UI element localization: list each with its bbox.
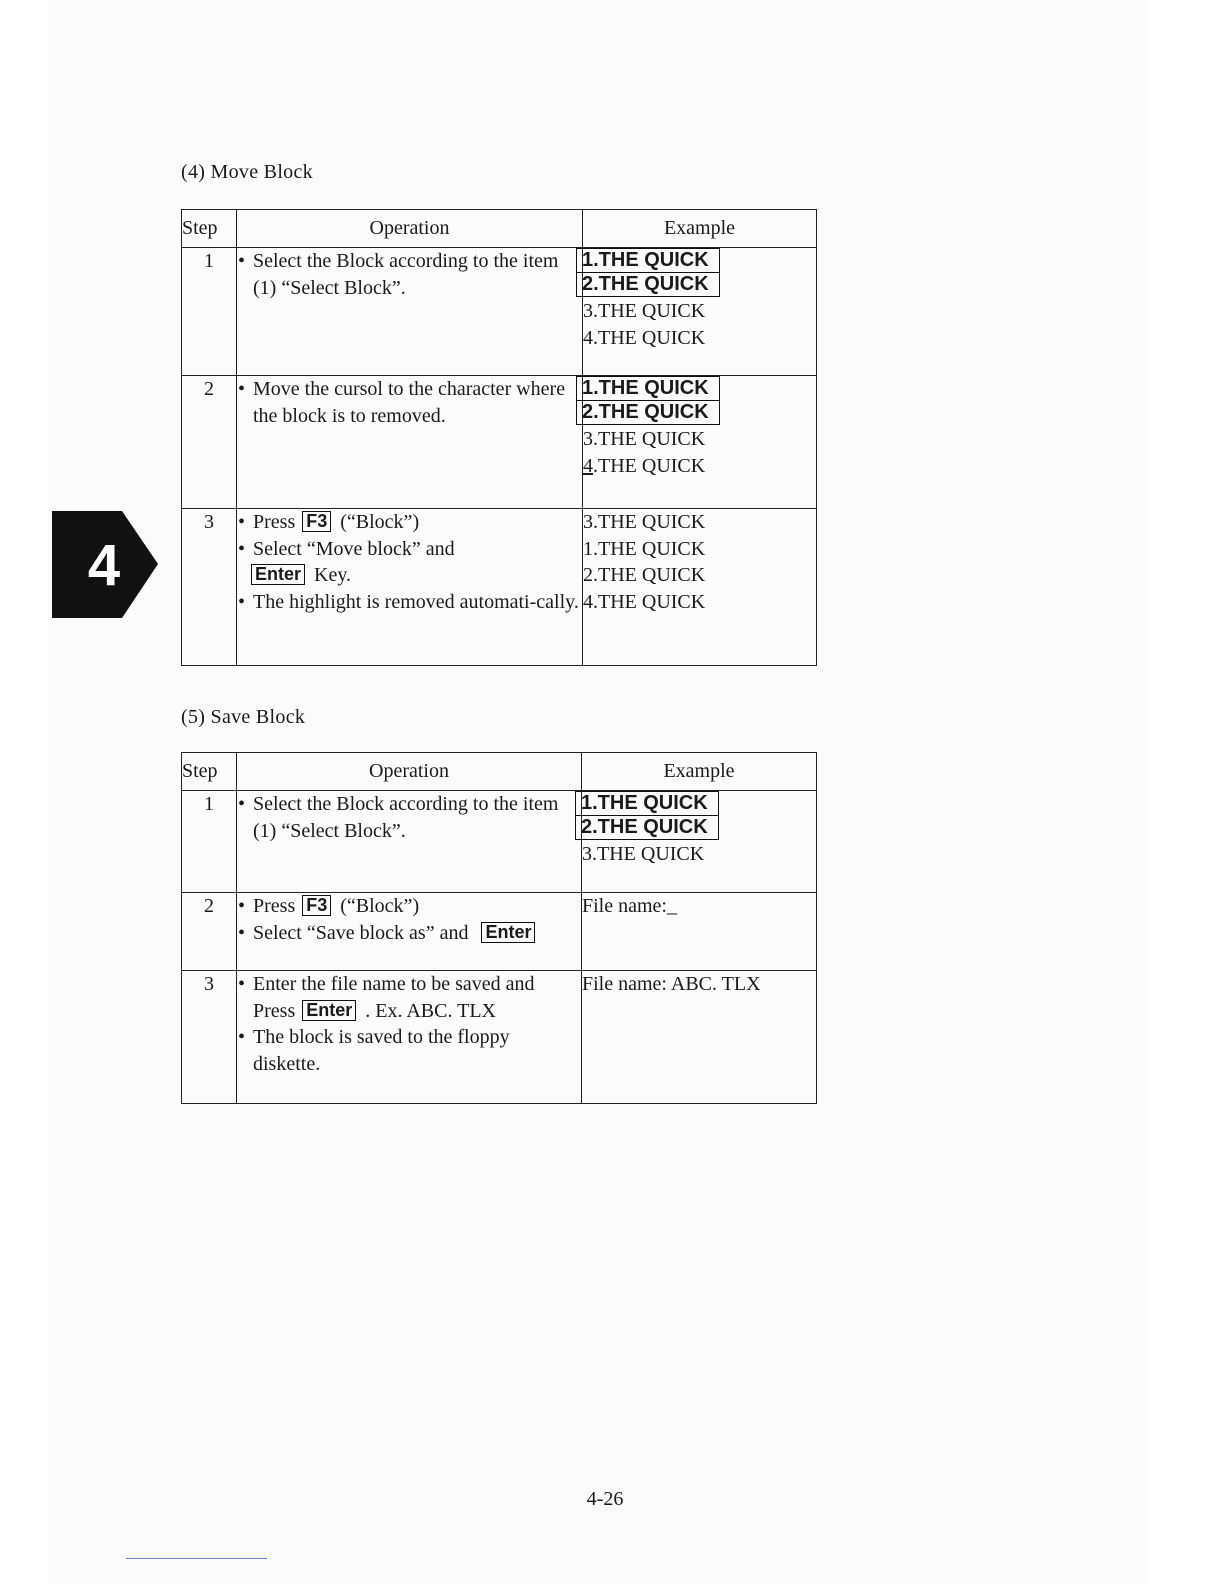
select-text: Select “Save block as” and xyxy=(253,921,469,944)
highlighted-block xyxy=(582,791,816,840)
table-row xyxy=(182,376,817,509)
operation-bullet xyxy=(237,893,581,920)
key-word: Key. xyxy=(314,564,352,586)
press-text: Press xyxy=(253,895,296,917)
move-block-title: (4) Move Block xyxy=(181,161,313,183)
step-number: 1 xyxy=(182,248,237,376)
operation-bullet xyxy=(237,509,582,536)
example-line: 4.THE QUICK xyxy=(583,326,706,349)
enter-key: Enter xyxy=(481,922,535,943)
cursor-char: 4 xyxy=(583,454,593,477)
operation-cell xyxy=(237,376,583,509)
footer-rule xyxy=(126,1558,267,1559)
example-line: 2.THE QUICK xyxy=(583,564,706,586)
step-number: 2 xyxy=(182,893,237,971)
header-example: Example xyxy=(582,753,817,791)
f3-key: F3 xyxy=(302,895,331,916)
chapter-tab-icon xyxy=(52,511,158,618)
operation-cell xyxy=(237,248,583,376)
operation-cell xyxy=(237,893,582,971)
example-line: 3.THE QUICK xyxy=(583,300,706,322)
example-cell xyxy=(582,971,817,1104)
example-line: 3.THE QUICK xyxy=(583,511,706,533)
example-cell xyxy=(583,248,817,376)
table-header-row xyxy=(182,210,817,248)
operation-bullet: • Select the Block according to the item (1) “Select Block”. xyxy=(237,248,582,301)
example-cell xyxy=(582,893,817,971)
header-operation: Operation xyxy=(237,210,583,248)
block-text: (“Block”) xyxy=(340,895,420,917)
example-cell xyxy=(583,376,817,509)
chapter-number: 4 xyxy=(87,533,121,598)
step-number: 3 xyxy=(182,509,237,666)
example-cell xyxy=(583,509,817,666)
operation-bullet xyxy=(237,971,581,1024)
page-number: 4-26 xyxy=(586,1488,624,1510)
example-line: 1.THE QUICK xyxy=(583,537,706,560)
operation-bullet xyxy=(237,536,582,589)
highlighted-line: 2.THE QUICK xyxy=(576,400,720,425)
example-filename-text: . Ex. ABC. TLX xyxy=(365,999,497,1022)
save-block-table xyxy=(181,752,817,1104)
example-line: 3.THE QUICK xyxy=(582,843,705,865)
table-row xyxy=(182,893,817,971)
highlighted-line: 1.THE QUICK xyxy=(576,376,720,400)
table-row xyxy=(182,971,817,1104)
operation-bullet: • The highlight is removed automati-cally. xyxy=(237,589,582,616)
table-row xyxy=(182,791,817,893)
example-line: File name:_ xyxy=(582,895,677,917)
operation-bullet: • Move the cursol to the character where the block is to removed. xyxy=(237,376,582,429)
table-row xyxy=(182,248,817,376)
f3-key: F3 xyxy=(302,511,331,532)
header-step: Step xyxy=(182,210,237,248)
highlighted-block xyxy=(583,376,816,425)
highlighted-line: 1.THE QUICK xyxy=(576,248,720,272)
table-header-row xyxy=(182,753,817,791)
header-step: Step xyxy=(182,753,237,791)
highlighted-line: 2.THE QUICK xyxy=(576,272,720,297)
example-cell xyxy=(582,791,817,893)
enter-key: Enter xyxy=(302,1000,356,1021)
header-example: Example xyxy=(583,210,817,248)
operation-cell xyxy=(237,509,583,666)
cursor-line-rest: .THE QUICK xyxy=(593,454,706,477)
step-number: 2 xyxy=(182,376,237,509)
press-text: Press xyxy=(253,511,296,533)
highlighted-block xyxy=(583,248,816,297)
operation-cell xyxy=(237,971,582,1104)
enter-key: Enter xyxy=(251,564,305,585)
table-row xyxy=(182,509,817,666)
example-line: 4.THE QUICK xyxy=(583,590,706,613)
enter-filename-text: Enter the file name to be saved and Press xyxy=(253,973,535,1022)
operation-bullet: • Select the Block according to the item (1) “Select Block”. xyxy=(237,791,581,844)
move-block-table xyxy=(181,209,817,666)
block-text: (“Block”) xyxy=(340,511,420,533)
step-number: 3 xyxy=(182,971,237,1104)
highlighted-line: 1.THE QUICK xyxy=(575,791,719,815)
example-line: 3.THE QUICK xyxy=(583,428,706,450)
example-line-with-cursor xyxy=(583,453,816,480)
select-text: Select “Move block” and xyxy=(253,537,455,560)
step-number: 1 xyxy=(182,791,237,893)
header-operation: Operation xyxy=(237,753,582,791)
operation-bullet: • The block is saved to the floppy diskette. xyxy=(237,1024,581,1077)
save-block-title: (5) Save Block xyxy=(181,706,306,728)
highlighted-line: 2.THE QUICK xyxy=(575,815,719,840)
example-line: File name: ABC. TLX xyxy=(582,973,761,995)
operation-bullet xyxy=(237,920,581,947)
operation-cell xyxy=(237,791,582,893)
